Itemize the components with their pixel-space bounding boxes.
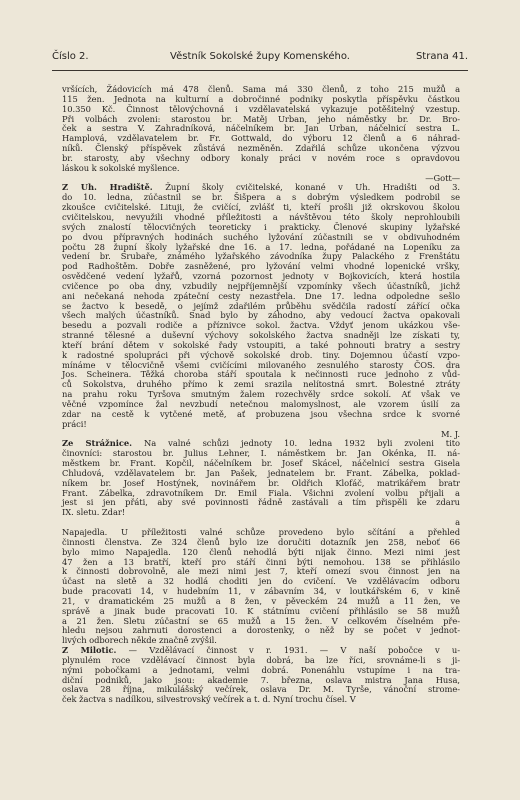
section-heading: Z Milotic.: [62, 645, 117, 656]
text-line: jest si jen přáti, aby své povinnosti řádně zastávali a tím přispěli ke zdaru: [62, 497, 460, 508]
text-line: správě a jinak bude pracovati 10. K státnímu cvičení přihlásilo se 58 mužů: [62, 605, 460, 616]
text-line: věčné vzpomínce žal nevzbudí netečnou malomyslnost, ale vzorem úsilí za: [62, 399, 460, 409]
section-heading: Z Uh. Hradiště.: [62, 182, 153, 193]
text-line: cvičitelskou, nevyužili vhodné příležitosti a návštěvou této školy neprohloubili: [62, 211, 460, 222]
text-line: níkem br. Josef Hostýnek, novinářem br. Oldřich Klofáč, matrikářem bratr: [62, 477, 460, 488]
text-line: po dvou přípravných hodinách suchého lyžování zúčastnili se v obdivuhodném: [62, 231, 460, 242]
text-line: na prahu roku Tyršova smutným žalem rozechvěly srdce sokolí. Ať však ve: [62, 389, 460, 400]
text-line: mínáme v tělocvičně všemi cvičícími milovaného zesnulého starosty ČOS. dra: [62, 359, 460, 370]
text-line: bude pracovati 14, v hudebním 11, v zábavním 34, v loutkářském 6, v kině: [62, 586, 460, 597]
text-line: cvičence po oba dny, vzbudily nejpříjemnější vzpomínky všech účastníků, jichž: [62, 280, 460, 291]
text-line: hledu nejsou zahrnuti dorostenci a dorostenky, o něž by se počet v jednot-: [62, 625, 460, 636]
text-line: ček žactva s nadílkou, silvestrovský večírek a t. d. Nyní trochu čísel. V: [62, 694, 356, 705]
text-line: Při volbách zvoleni: starostou br. Matěj Urban, jeho náměstky br. Dr. Bro-: [62, 113, 460, 124]
text-line: zdar na cestě k vytčené metě, ať probuzena jsou všechna srdce k svorné: [62, 408, 460, 419]
text-line: do 10. ledna, zúčastnil se br. Šišpera a s dobrým výsledkem podrobil se: [62, 192, 460, 203]
article-body: [62, 85, 460, 705]
text-line: livých odborech někde značně zvýšil.: [62, 635, 217, 646]
text-line: Jos. Scheinera. Těžká choroba stáří spoutala k nečinnosti ruce jednoho z vůd-: [62, 369, 460, 380]
signature-line: M. J.: [441, 428, 460, 439]
text-line: níků. Členský příspěvek zůstává nezměněn. Zdařilá schůze ukončena výzvou: [62, 143, 460, 154]
text-line: Hamplová, vzdělavatelem br. Fr. Gottwald, do výboru 12 členů a 6 náhrad-: [62, 133, 460, 144]
text-line: Napajedla. U příležitosti valné schůze provedeno bylo sčítání a přehled: [62, 526, 460, 537]
journal-title: Věstník Sokolské župy Komenského.: [170, 51, 350, 62]
text-line: městkem br. Frant. Kopčil, náčelníkem br. Josef Skácel, náčelnicí sestra Gisela: [62, 458, 460, 469]
text-line: 10.350 Kč. Činnost tělovýchovná i vzdělavatelská vykazuje potěšitelný vzestup.: [62, 103, 460, 114]
text-line: plynulém roce vzdělávací činnost byla dobrá, ba lze říci, srovnáme-li s ji-: [62, 654, 460, 665]
text-line: práci!: [62, 418, 87, 429]
text-line: 47 žen a 13 bratří, kteří pro stáří činni býti nemohou. 138 se přihlásilo: [62, 556, 460, 567]
signature-line: a: [455, 517, 460, 528]
text-line: 115 žen. Jednota na kulturní a dobročinné podniky poskytla příspěvku částkou: [62, 93, 460, 104]
text-line: osvědčené vedení lyžařů, vzorná pozornost jednoty v Bojkovicích, která hostila: [62, 271, 460, 282]
text-line: diční podniků, jako jsou: akademie 7. března, oslava mistra Jana Husa,: [62, 674, 460, 685]
text-line: bylo mimo Napajedla. 120 členů nehodlá býti nijak činno. Mezi nimi jest: [62, 546, 460, 557]
text-line: IX. sletu. Zdar!: [62, 507, 126, 518]
text-line: všech malých účastníků. Snad bylo by záhodno, aby vedoucí žactva opakovali: [62, 310, 460, 321]
text-line: láskou k sokolské myšlence.: [62, 162, 180, 173]
text-line: 21, v dramatickém 25 mužů a 8 žen, v pěveckém 24 mužů a 11 žen, ve: [62, 595, 460, 606]
page-number: Strana 41.: [415, 51, 468, 62]
text-line: br. starosty, aby všechny odbory konaly práci v novém roce s opravdovou: [62, 152, 460, 163]
text-line: kteří brání dětem v sokolské řady vstoupiti, a také pohnouti bratry a sestry: [62, 339, 460, 350]
text-line: Chludová, vzdělavatelem br. Jan Pašek, jednatelem br. Frant. Zábelka, poklad-: [62, 467, 460, 478]
text-line: ců Sokolstva, druhého přímo k zemi srazila nelítostná smrt. Bolestné ztráty: [62, 379, 460, 390]
text-line: ani nečekaná nehoda zpáteční cesty nezastřela. Dne 17. ledna odpoledne sešlo: [62, 290, 460, 301]
text-line: ček a sestra V. Zahradníková, náčelníkem br. Jan Urban, náčelnicí sestra L.: [62, 123, 460, 134]
text-line: svých znalostí tělocvičných teoreticky i prakticky. Členové skupiny lyžařské: [62, 221, 460, 232]
text-line: k radostné spolupráci při výchově sokolské drob. tiny. Dojemnou účastí vzpo-: [62, 349, 460, 360]
text-line: zkoušce cvičitelské. Lituji, že cvičící, zvlášť ti, kteří prošli již okrskovou školou: [62, 202, 460, 213]
section-heading: Ze Strážnice.: [62, 438, 132, 449]
page-header: [52, 51, 468, 67]
text-line: k činnosti dobrovolně, ale mezi nimi jest 7, kteří omezí svou činnost jen na: [62, 566, 460, 577]
text-line: se žactvo k besedě, o jejímž zdařilém průběhu svědčila radostí zářící očka: [62, 300, 460, 311]
text-line: Z Uh. Hradiště. Župní školy cvičitelské, konané v Uh. Hradišti od 3.: [62, 182, 461, 193]
text-line: stranné tělesné a duševní výchovy sokolského žactva snadněji lze získati ty,: [62, 330, 460, 341]
text-line: účast na sletě a 32 hodlá choditi jen do cvičení. Ve vzdělávacím odboru: [62, 576, 460, 587]
text-line: pod Radhoštěm. Dobře zasněžené, pro lyžování velmi vhodné lopenické vršky,: [62, 261, 460, 272]
text-line: a 21 žen. Sletu zúčastní se 65 mužů a 15 žen. V celkovém číselném pře-: [62, 615, 460, 626]
text-line: Frant. Zábelka, zdravotníkem Dr. Emil Fiala. Všichni zvolení volbu přijali a: [62, 487, 460, 498]
text-line: nými pobočkami a jednotami, velmi dobrá. Ponenáhlu vstupíme i na tra-: [62, 664, 460, 675]
text-line: počtu 28 župní školy lyžařské dne 16. a 17. ledna, pořádané na Lopeníku za: [62, 241, 460, 252]
text-line: Z Milotic. — Vzdělávací činnost v r. 1931. — V naší pobočce v u-: [62, 645, 460, 656]
issue-number: Číslo 2.: [52, 51, 89, 62]
signature-line: —Gott—: [425, 172, 460, 183]
text-line: činovníci: starostou br. Julius Lehner, I. náměstkem br. Jan Okénka, II. ná-: [62, 448, 460, 459]
text-line: vršících, Žádovicích má 478 členů. Sama má 330 členů, z toho 215 mužů a: [62, 84, 460, 94]
text-line: oslava 28 října, mikulášský večírek, oslava Dr. M. Tyrše, vánoční strome-: [62, 684, 460, 695]
text-line: vedení br. Srubaře, známého lyžařského závodníka župy Palackého z Frenštátu: [62, 251, 460, 262]
text-line: činnosti členstva. Ze 324 členů bylo ize doručiti dotazník jen 258, neboť 66: [62, 536, 460, 547]
text-line: Ze Strážnice. Na valné schůzi jednoty 10. ledna 1932 byli zvoleni tito: [62, 438, 460, 449]
text-line: besedu a pozvali rodiče a příznivce sokol. žactva. Vždyť jenom ukázkou vše-: [62, 320, 460, 331]
header-rule: [52, 70, 468, 71]
